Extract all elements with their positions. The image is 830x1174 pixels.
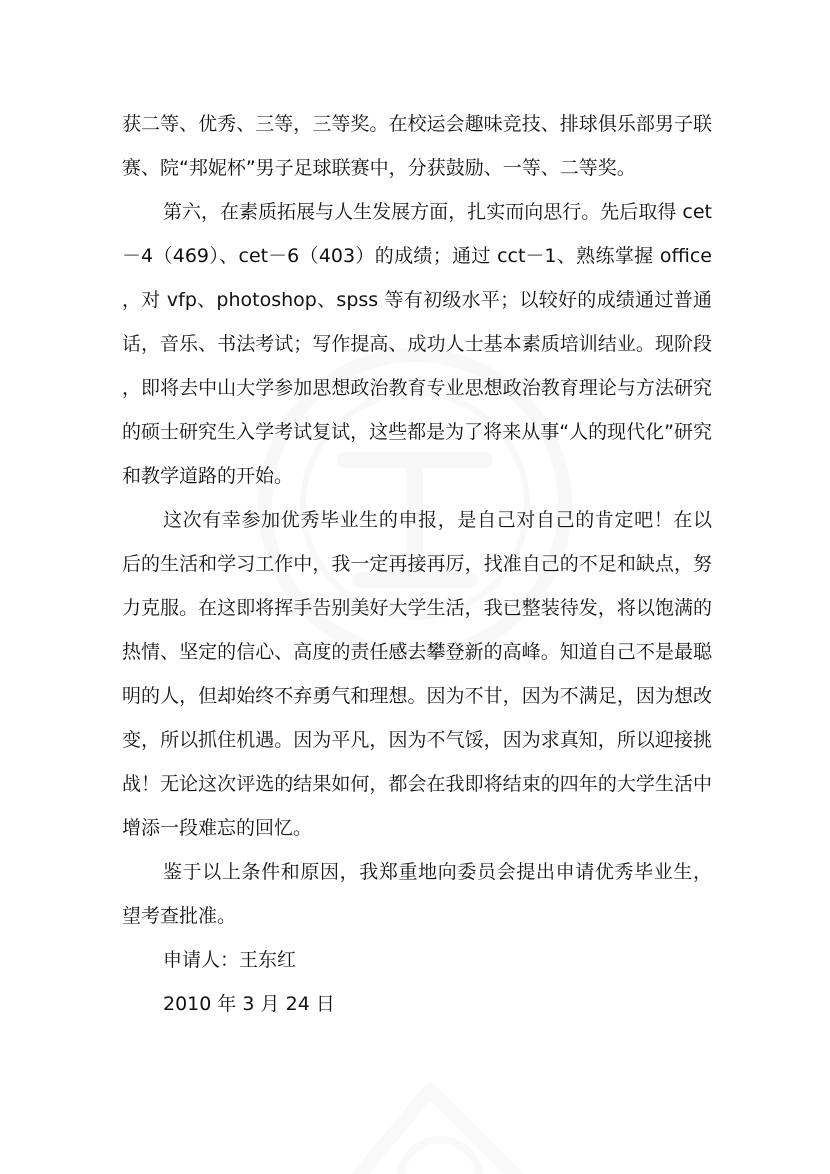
signature-applicant: 申请人：王东红	[163, 949, 297, 971]
watermark-logo-icon	[310, 1060, 570, 1174]
paragraph-application-request: 鉴于以上条件和原因，我郑重地向委员会提出申请优秀毕业生，望考查批准。	[122, 861, 712, 927]
document-body	[122, 102, 712, 1026]
signature-date: 2010 年 3 月 24 日	[163, 993, 335, 1015]
paragraph-awards: 获二等、优秀、三等，三等奖。在校运会趣味竞技、排球俱乐部男子联赛、院“邦妮杯”男子足球联赛中，分获鼓励、一等、二等奖。	[122, 113, 712, 179]
paragraph-quality-development: 第六，在素质拓展与人生发展方面，扎实而向思行。先后取得 cet－4（469）、cet－6（403）的成绩；通过 cct－1、熟练掌握 office，对 vfp、photoshop、spss 等有初级水平；以较好的成绩通过普通话，音乐、书法考试；写作提高、成功人士基本素质培训结业。现阶段，即将去中山大学参加思想政治教育专业思想政治教育理论与方法研究的硕士研究生入学考试复试，这些都是为了将来从事“人的现代化”研究和教学道路的开始。	[122, 201, 712, 487]
paragraph-self-affirmation: 这次有幸参加优秀毕业生的申报，是自己对自己的肯定吧！在以后的生活和学习工作中，我一定再接再厉，找准自己的不足和缺点，努力克服。在这即将挥手告别美好大学生活，我已整装待发，将以饱满的热情、坚定的信心、高度的责任感去攀登新的高峰。知道自己不是最聪明的人，但却始终不弃勇气和理想。因为不甘，因为不满足，因为想改变，所以抓住机遇。因为平凡，因为不气馁，因为求真知，所以迎接挑战！无论这次评选的结果如何，都会在我即将结束的四年的大学生活中增添一段难忘的回忆。	[122, 509, 712, 839]
